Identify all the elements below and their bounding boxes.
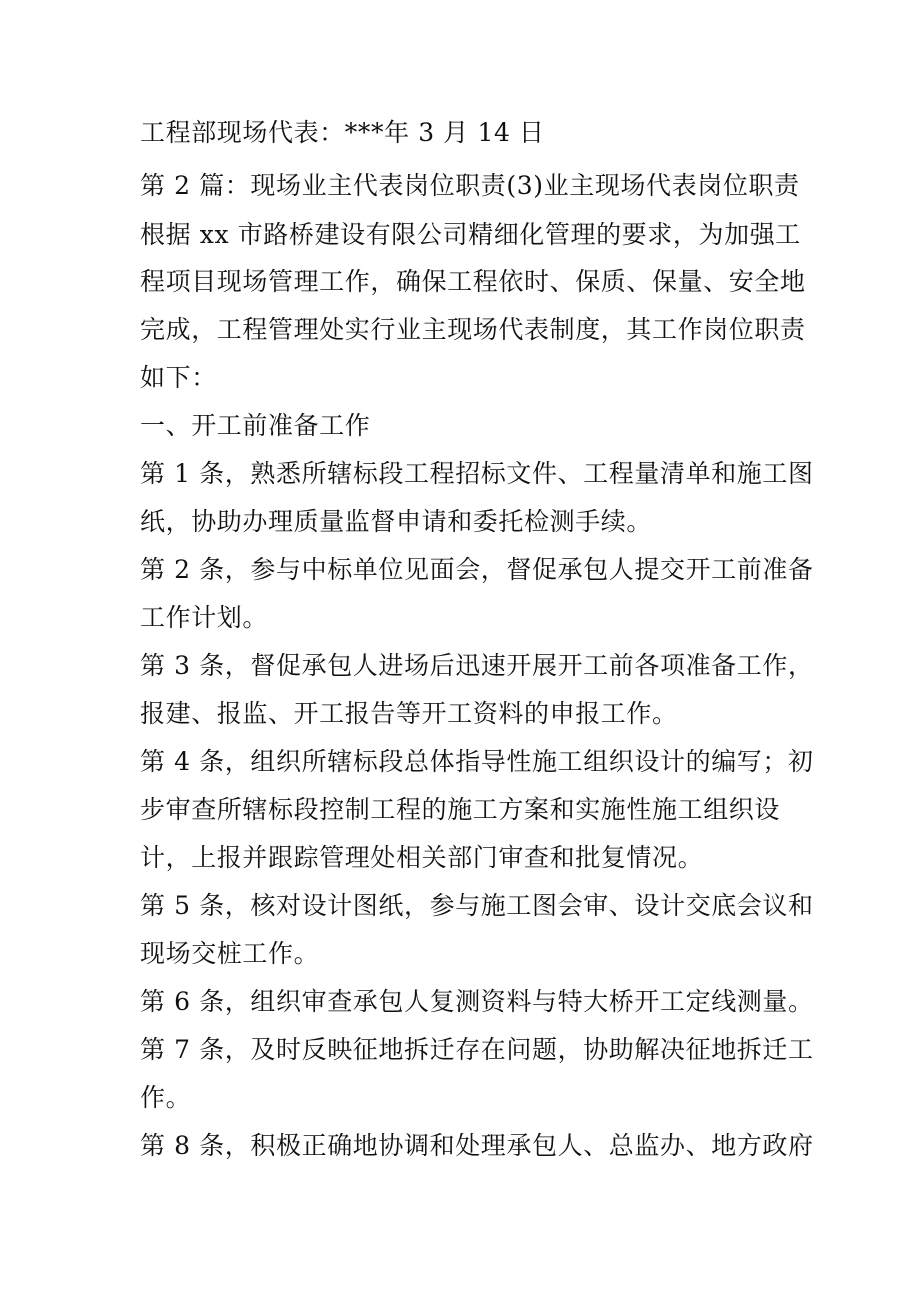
text-line: 如下： [140,363,217,392]
text-line: 第 3 条，督促承包人进场后迅速开展开工前各项准备工作， [140,651,814,680]
text-line: 纸，协助办理质量监督申请和委托检测手续。 [140,507,653,536]
text-line: 根据 xx 市路桥建设有限公司精细化管理的要求，为加强工 [140,220,801,249]
text-line: 作。 [140,1083,192,1112]
text-line: 报建、报监、开工报告等开工资料的申报工作。 [140,699,678,728]
text-line: 现场交桩工作。 [140,939,320,968]
text-line: 第 2 篇：现场业主代表岗位职责(3)业主现场代表岗位职责 [140,171,800,200]
text-line: 第 2 条，参与中标单位见面会，督促承包人提交开工前准备 [140,555,814,584]
text-line: 第 1 条，熟悉所辖标段工程招标文件、工程量清单和施工图 [140,459,814,488]
text-line: 第 8 条，积极正确地协调和处理承包人、总监办、地方政府 [140,1131,814,1160]
text-line: 工作计划。 [140,603,269,632]
text-line: 第 6 条，组织审查承包人复测资料与特大桥开工定线测量。 [140,987,814,1016]
text-line: 步审查所辖标段控制工程的施工方案和实施性施工组织设 [140,795,781,824]
text-line: 第 7 条，及时反映征地拆迁存在问题，协助解决征地拆迁工 [140,1035,814,1064]
section-heading: 一、开工前准备工作 [140,411,371,440]
text-line: 计，上报并跟踪管理处相关部门审查和批复情况。 [140,843,704,872]
text-line: 完成，工程管理处实行业主现场代表制度，其工作岗位职责 [140,315,806,344]
text-line: 程项目现场管理工作，确保工程依时、保质、保量、安全地 [140,267,806,296]
text-line: 第 5 条，核对设计图纸，参与施工图会审、设计交底会议和 [140,891,814,920]
text-line: 第 4 条，组织所辖标段总体指导性施工组织设计的编写；初 [140,747,814,776]
text-line: 工程部现场代表：***年 3 月 14 日 [140,118,545,147]
